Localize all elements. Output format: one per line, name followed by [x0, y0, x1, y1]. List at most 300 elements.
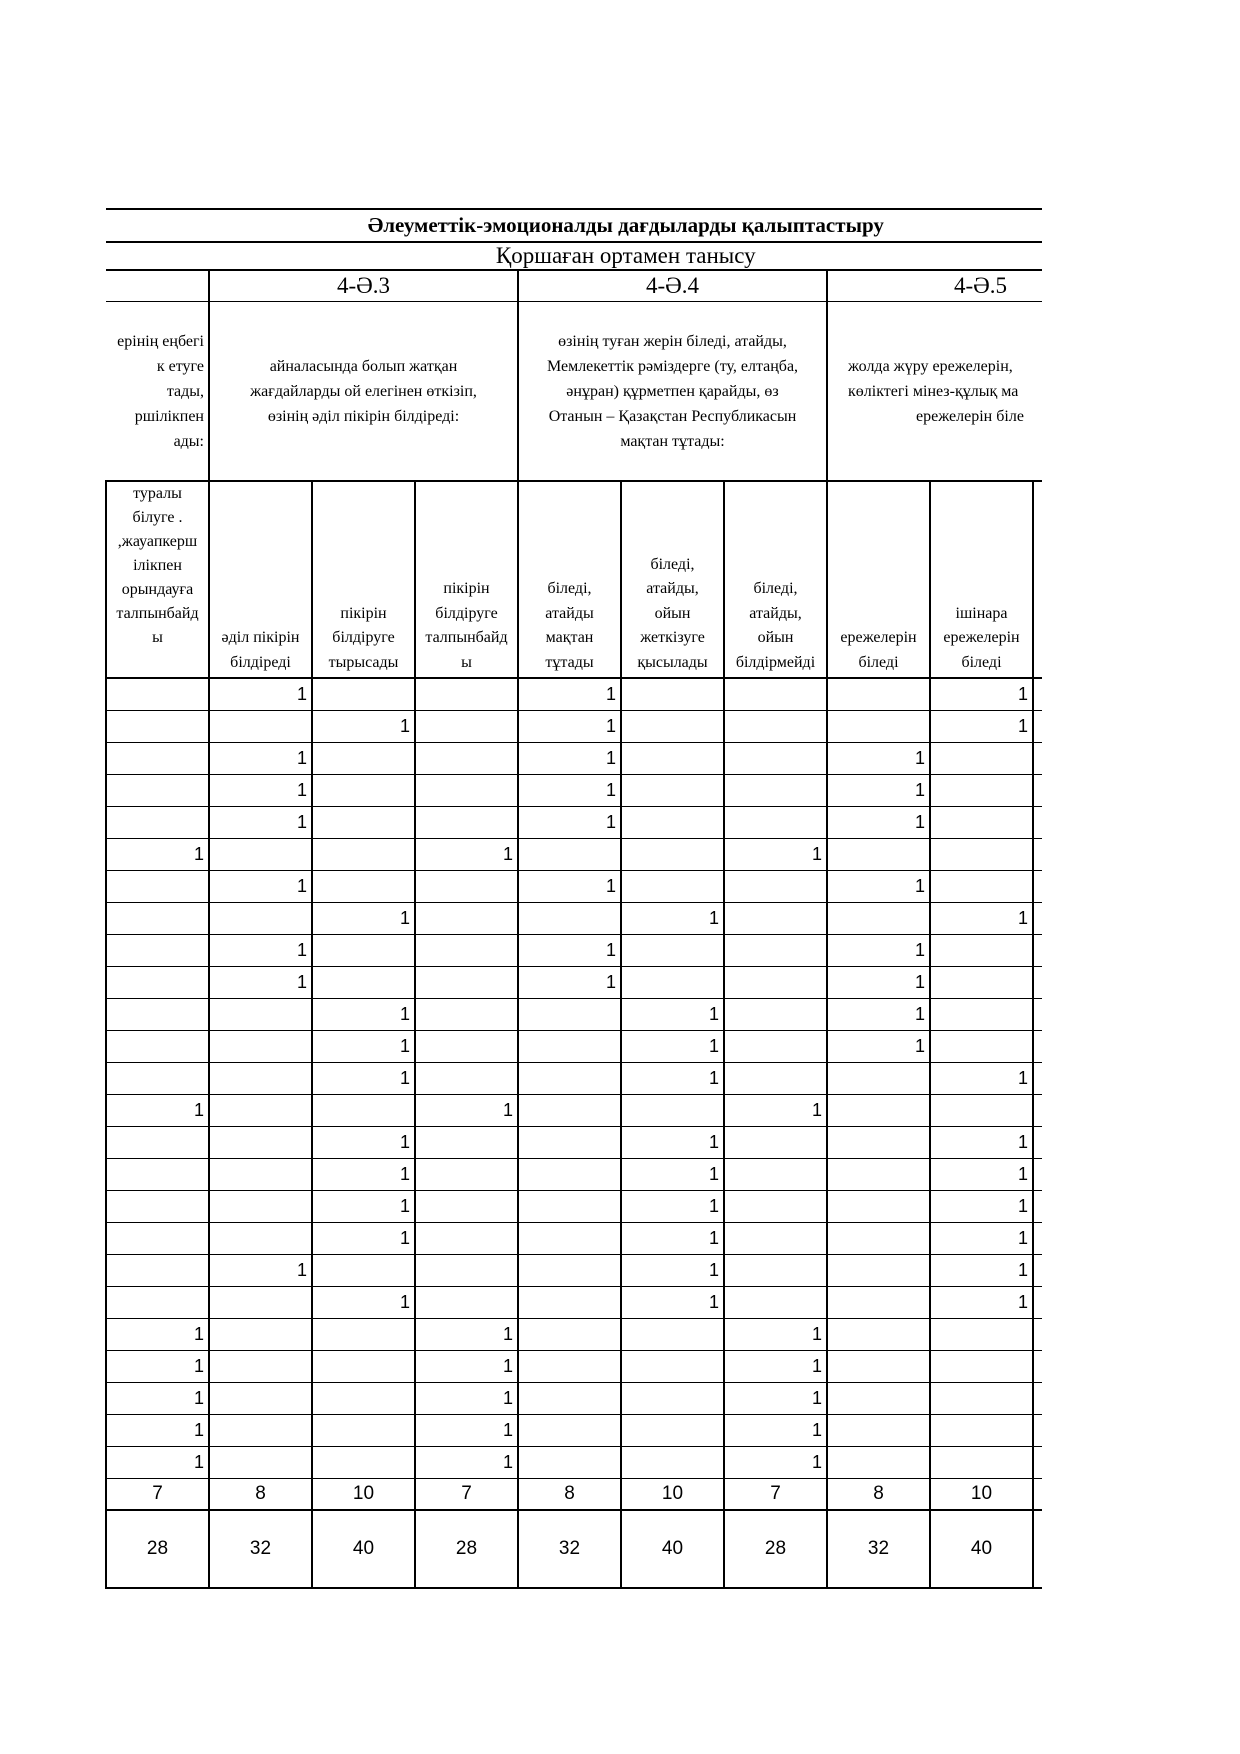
table-cell — [621, 1415, 724, 1447]
table-cell: 1 — [415, 1447, 518, 1479]
table-cell — [518, 839, 621, 871]
table-cell: 1 — [209, 743, 312, 775]
sub-header-line: атайды, — [646, 580, 699, 597]
sub-header-6 — [724, 481, 827, 678]
table-cell — [518, 1031, 621, 1063]
table-row — [106, 935, 1042, 967]
table-cell — [827, 1063, 930, 1095]
description-line: Отанын – Қазақстан Республикасын — [548, 407, 797, 425]
table-cell: 1 — [724, 1319, 827, 1351]
table-cell — [724, 1159, 827, 1191]
total-percent-cell: 28 — [106, 1510, 209, 1588]
table-cell — [518, 1287, 621, 1319]
table-cell: 1 — [930, 1255, 1033, 1287]
table-cell — [312, 678, 415, 711]
table-cell-overflow — [1033, 967, 1042, 999]
sub-header-8 — [930, 481, 1033, 678]
table-cell: 1 — [930, 1287, 1033, 1319]
sub-header-line: ,жауапкерш — [117, 533, 198, 550]
table-cell — [827, 1191, 930, 1223]
table-cell — [827, 1287, 930, 1319]
table-cell — [827, 1095, 930, 1127]
table-cell — [724, 967, 827, 999]
table-cell — [415, 1159, 518, 1191]
description-line: ерінің еңбегі — [117, 332, 204, 350]
table-cell: 1 — [827, 807, 930, 839]
table-cell: 1 — [621, 1223, 724, 1255]
total-percent-cell: 32 — [827, 1510, 930, 1588]
table-cell: 1 — [312, 1031, 415, 1063]
table-cell-overflow — [1033, 935, 1042, 967]
sub-header-line: ережелерін — [943, 629, 1020, 646]
table-cell — [106, 1191, 209, 1223]
sub-header-1 — [209, 481, 312, 678]
group-description-0 — [106, 302, 209, 482]
table-cell — [518, 1063, 621, 1095]
table-cell: 1 — [106, 1415, 209, 1447]
table-cell: 1 — [621, 903, 724, 935]
table-cell: 1 — [827, 935, 930, 967]
total-count-cell: 7 — [724, 1479, 827, 1511]
sub-header-line: біледі — [858, 653, 899, 671]
total-percent-cell: 40 — [312, 1510, 415, 1588]
table-cell: 1 — [106, 1319, 209, 1351]
table-cell — [518, 1191, 621, 1223]
sub-header-line: біледі — [961, 653, 1002, 671]
sub-header-line: туралы — [133, 485, 182, 502]
sub-header-line: білдіруге — [332, 629, 395, 646]
table-cell: 1 — [724, 1351, 827, 1383]
table-cell — [827, 711, 930, 743]
table-cell — [518, 1351, 621, 1383]
table-cell — [930, 1383, 1033, 1415]
total-percent-cell: 28 — [415, 1510, 518, 1588]
table-cell — [930, 1031, 1033, 1063]
group-description-row — [106, 302, 1042, 482]
sub-header-line: әділ пікірін — [221, 629, 300, 646]
table-cell — [415, 967, 518, 999]
table-cell — [621, 711, 724, 743]
table-cell — [724, 1127, 827, 1159]
table-cell: 1 — [518, 775, 621, 807]
table-cell — [621, 871, 724, 903]
table-cell — [209, 903, 312, 935]
description-line: ршілікпен — [134, 407, 204, 425]
sub-header-4 — [518, 481, 621, 678]
table-cell — [209, 999, 312, 1031]
table-cell — [930, 839, 1033, 871]
table-cell — [518, 1319, 621, 1351]
totals-count-row — [106, 1479, 1042, 1511]
table-row — [106, 1191, 1042, 1223]
table-cell — [724, 807, 827, 839]
table-cell — [415, 711, 518, 743]
table-cell — [621, 775, 724, 807]
description-line: жолда жүру ережелерін, — [848, 357, 1013, 375]
table-cell — [518, 1159, 621, 1191]
table-cell — [312, 1447, 415, 1479]
table-cell — [518, 1383, 621, 1415]
group-code-3: 4-Ә.5 — [827, 270, 1042, 302]
table-cell: 1 — [209, 1255, 312, 1287]
table-cell — [724, 1287, 827, 1319]
table-cell: 1 — [106, 1383, 209, 1415]
table-cell: 1 — [415, 1351, 518, 1383]
table-cell: 1 — [312, 999, 415, 1031]
table-cell: 1 — [209, 935, 312, 967]
table-cell: 1 — [827, 775, 930, 807]
sub-header-line: орындауға — [121, 581, 194, 598]
table-cell — [724, 1223, 827, 1255]
table-cell: 1 — [930, 903, 1033, 935]
table-row — [106, 1063, 1042, 1095]
table-cell — [930, 935, 1033, 967]
table-cell — [209, 1223, 312, 1255]
table-cell: 1 — [312, 1287, 415, 1319]
table-cell: 1 — [312, 1191, 415, 1223]
table-cell: 1 — [209, 871, 312, 903]
table-cell — [106, 1255, 209, 1287]
table-cell: 1 — [930, 1127, 1033, 1159]
table-cell — [312, 1095, 415, 1127]
total-percent-cell: 40 — [930, 1510, 1033, 1588]
table-cell: 1 — [106, 1447, 209, 1479]
total-count-cell: 10 — [312, 1479, 415, 1511]
table-cell — [415, 999, 518, 1031]
sub-header-2 — [312, 481, 415, 678]
table-cell-overflow — [1033, 1351, 1042, 1383]
table-cell — [106, 1159, 209, 1191]
table-cell: 1 — [518, 807, 621, 839]
table-cell — [106, 1287, 209, 1319]
sub-header-row — [106, 481, 1042, 678]
description-line: ады: — [173, 432, 204, 450]
totals-percent-row — [106, 1510, 1042, 1588]
table-cell — [827, 1351, 930, 1383]
table-cell — [415, 807, 518, 839]
table-cell — [518, 1255, 621, 1287]
table-cell: 1 — [106, 839, 209, 871]
table-cell — [724, 935, 827, 967]
sub-header-line: ойын — [654, 604, 691, 622]
table-row — [106, 839, 1042, 871]
table-row — [106, 807, 1042, 839]
table-cell-overflow — [1033, 1383, 1042, 1415]
table-cell — [724, 743, 827, 775]
sub-header-line: біледі, — [650, 555, 695, 573]
table-cell-overflow — [1033, 1223, 1042, 1255]
table-cell — [312, 1255, 415, 1287]
table-cell — [518, 1447, 621, 1479]
table-cell — [415, 1223, 518, 1255]
table-cell — [415, 1191, 518, 1223]
table-cell-overflow — [1033, 1255, 1042, 1287]
total-percent-cell: 32 — [518, 1510, 621, 1588]
table-cell — [106, 743, 209, 775]
description-line: әнұран) құрметпен қарайды, өз — [566, 382, 779, 400]
table-cell — [209, 1127, 312, 1159]
table-cell — [621, 807, 724, 839]
table-cell — [930, 1415, 1033, 1447]
table-cell — [724, 678, 827, 711]
table-cell — [312, 775, 415, 807]
table-cell: 1 — [415, 1383, 518, 1415]
table-cell: 1 — [209, 967, 312, 999]
table-cell: 1 — [930, 1063, 1033, 1095]
table-cell: 1 — [209, 775, 312, 807]
table-cell — [415, 775, 518, 807]
table-cell — [724, 903, 827, 935]
table-row — [106, 1223, 1042, 1255]
table-cell — [209, 1287, 312, 1319]
table-cell: 1 — [518, 935, 621, 967]
table-cell — [209, 1191, 312, 1223]
table-cell — [930, 1319, 1033, 1351]
table-cell — [621, 1447, 724, 1479]
table-cell — [106, 999, 209, 1031]
sub-header-line: ілікпен — [133, 557, 182, 574]
table-cell — [312, 1319, 415, 1351]
table-cell: 1 — [621, 1031, 724, 1063]
total-count-cell: 7 — [106, 1479, 209, 1511]
table-cell: 1 — [106, 1351, 209, 1383]
table-cell: 1 — [312, 1223, 415, 1255]
table-cell — [415, 1063, 518, 1095]
subsection-title: Қоршаған ортамен танысу — [106, 242, 1042, 270]
table-row — [106, 999, 1042, 1031]
table-cell — [415, 1287, 518, 1319]
group-code-0 — [106, 270, 209, 302]
table-cell — [518, 903, 621, 935]
table-cell: 1 — [724, 1415, 827, 1447]
sub-header-0 — [106, 481, 209, 678]
total-percent-cell: 32 — [209, 1510, 312, 1588]
table-cell-overflow — [1033, 1319, 1042, 1351]
assessment-sheet — [105, 208, 1042, 1589]
table-cell: 1 — [827, 743, 930, 775]
sub-header-line: білдірмейді — [735, 653, 816, 671]
table-row — [106, 775, 1042, 807]
table-cell — [518, 999, 621, 1031]
sub-header-5 — [621, 481, 724, 678]
table-cell — [312, 967, 415, 999]
table-cell-overflow — [1033, 999, 1042, 1031]
table-cell: 1 — [724, 1095, 827, 1127]
table-cell: 1 — [518, 711, 621, 743]
sub-header-line: атайды — [545, 604, 594, 622]
description-line: мақтан тұтады: — [620, 432, 725, 450]
sub-header-line: білуге . — [132, 509, 183, 526]
sub-header-3 — [415, 481, 518, 678]
table-cell: 1 — [518, 743, 621, 775]
table-cell — [106, 1063, 209, 1095]
table-cell-overflow — [1033, 1095, 1042, 1127]
total-count-cell: 8 — [827, 1479, 930, 1511]
sub-header-line: біледі, — [753, 580, 798, 597]
sub-header-line: ережелерін — [840, 629, 917, 646]
table-cell — [930, 1447, 1033, 1479]
table-cell — [106, 967, 209, 999]
table-row — [106, 1319, 1042, 1351]
table-cell — [209, 1351, 312, 1383]
assessment-table — [105, 208, 1042, 1589]
table-cell — [724, 1031, 827, 1063]
table-row — [106, 1383, 1042, 1415]
table-cell: 1 — [621, 1255, 724, 1287]
sub-header-line: тырысады — [328, 653, 399, 671]
section-title: Әлеуметтік-эмоционалды дағдыларды қалыптастыру — [106, 209, 1042, 242]
sub-header-line: пікірін — [443, 580, 490, 597]
table-cell-overflow — [1033, 1031, 1042, 1063]
sub-header-line: талпынбайд — [116, 605, 199, 622]
table-cell — [621, 839, 724, 871]
table-row — [106, 1287, 1042, 1319]
total-count-overflow — [1033, 1479, 1042, 1511]
table-cell — [312, 807, 415, 839]
table-cell: 1 — [312, 903, 415, 935]
table-cell — [827, 1319, 930, 1351]
description-line: ережелерін біле — [916, 407, 1024, 425]
table-cell — [415, 678, 518, 711]
table-cell — [106, 935, 209, 967]
table-cell: 1 — [415, 839, 518, 871]
total-count-cell: 10 — [930, 1479, 1033, 1511]
table-cell — [930, 871, 1033, 903]
table-cell — [621, 967, 724, 999]
total-count-cell: 10 — [621, 1479, 724, 1511]
table-cell: 1 — [415, 1415, 518, 1447]
table-row — [106, 1415, 1042, 1447]
table-cell: 1 — [930, 678, 1033, 711]
table-cell — [930, 1351, 1033, 1383]
table-cell: 1 — [312, 711, 415, 743]
table-cell — [827, 1127, 930, 1159]
sub-header-line: ы — [461, 653, 472, 671]
table-cell — [724, 775, 827, 807]
table-row — [106, 903, 1042, 935]
table-cell — [930, 775, 1033, 807]
sub-header-line: ішінара — [955, 604, 1008, 622]
table-row — [106, 1127, 1042, 1159]
table-row — [106, 1255, 1042, 1287]
table-cell — [621, 1383, 724, 1415]
table-cell-overflow — [1033, 807, 1042, 839]
table-cell: 1 — [621, 1127, 724, 1159]
table-row — [106, 678, 1042, 711]
table-row — [106, 1031, 1042, 1063]
description-line: Мемлекеттік рәміздерге (ту, елтаңба, — [546, 357, 799, 375]
table-cell: 1 — [415, 1095, 518, 1127]
table-cell-overflow — [1033, 839, 1042, 871]
table-cell: 1 — [930, 1159, 1033, 1191]
table-cell — [415, 903, 518, 935]
table-cell: 1 — [106, 1095, 209, 1127]
table-cell — [415, 871, 518, 903]
table-row — [106, 967, 1042, 999]
table-cell — [106, 1031, 209, 1063]
table-cell-overflow — [1033, 1159, 1042, 1191]
description-line: өзінің туған жерін біледі, атайды, — [558, 332, 787, 350]
table-cell — [106, 903, 209, 935]
table-cell — [621, 1351, 724, 1383]
table-cell: 1 — [827, 871, 930, 903]
table-cell: 1 — [724, 1447, 827, 1479]
table-cell — [209, 839, 312, 871]
sub-header-line: тұтады — [545, 653, 594, 671]
table-cell: 1 — [621, 1287, 724, 1319]
total-count-cell: 8 — [518, 1479, 621, 1511]
description-line: өзінің әділ пікірін білдіреді: — [267, 407, 460, 425]
table-row — [106, 1095, 1042, 1127]
table-cell — [518, 1095, 621, 1127]
table-cell-overflow — [1033, 743, 1042, 775]
table-row — [106, 1351, 1042, 1383]
table-cell — [930, 807, 1033, 839]
table-cell-overflow — [1033, 1287, 1042, 1319]
table-row — [106, 1447, 1042, 1479]
sub-header-line: мақтан — [545, 629, 594, 646]
table-cell — [209, 711, 312, 743]
group-description-3 — [827, 302, 1042, 482]
table-cell: 1 — [827, 967, 930, 999]
table-cell-overflow — [1033, 903, 1042, 935]
table-cell: 1 — [209, 807, 312, 839]
table-cell: 1 — [827, 1031, 930, 1063]
table-cell — [518, 1127, 621, 1159]
table-cell: 1 — [518, 678, 621, 711]
table-cell — [209, 1031, 312, 1063]
table-cell: 1 — [724, 1383, 827, 1415]
table-cell — [312, 935, 415, 967]
table-cell — [518, 1223, 621, 1255]
table-cell — [209, 1319, 312, 1351]
table-cell — [209, 1159, 312, 1191]
table-cell-overflow — [1033, 1415, 1042, 1447]
table-cell-overflow — [1033, 871, 1042, 903]
table-cell — [621, 678, 724, 711]
sub-header-line: біледі, — [547, 580, 592, 597]
table-cell — [312, 1415, 415, 1447]
table-cell: 1 — [312, 1127, 415, 1159]
table-cell — [827, 1223, 930, 1255]
table-cell — [827, 1415, 930, 1447]
table-cell — [724, 1191, 827, 1223]
sub-header-line: білдіруге — [435, 604, 498, 622]
table-cell — [312, 871, 415, 903]
table-cell — [827, 839, 930, 871]
description-line: айналасында болып жатқан — [269, 357, 458, 375]
total-percent-cell: 40 — [621, 1510, 724, 1588]
table-cell: 1 — [415, 1319, 518, 1351]
table-cell: 1 — [930, 711, 1033, 743]
table-cell — [312, 1383, 415, 1415]
table-cell — [209, 1415, 312, 1447]
table-cell-overflow — [1033, 678, 1042, 711]
table-cell — [106, 775, 209, 807]
table-cell — [930, 967, 1033, 999]
table-cell — [724, 999, 827, 1031]
sub-header-line: ы — [152, 629, 163, 646]
table-cell — [518, 1415, 621, 1447]
sub-header-line: қысылады — [637, 653, 708, 671]
table-cell — [415, 1127, 518, 1159]
table-cell-overflow — [1033, 775, 1042, 807]
table-cell — [106, 1127, 209, 1159]
sub-header-line: пікірін — [340, 604, 387, 622]
table-cell — [209, 1383, 312, 1415]
table-cell: 1 — [518, 967, 621, 999]
total-count-cell: 7 — [415, 1479, 518, 1511]
